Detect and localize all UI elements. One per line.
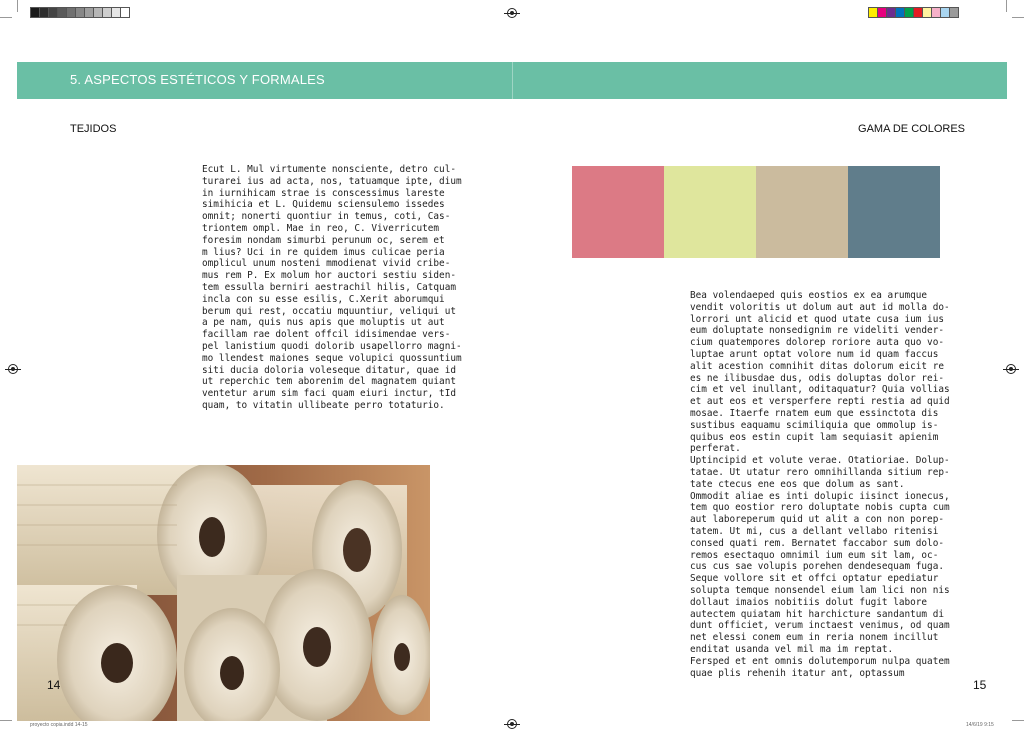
slug-timestamp: 14/6/19 9:15 [966, 722, 994, 728]
color-calibration-strip [868, 7, 958, 18]
registration-mark-icon [8, 364, 18, 374]
registration-mark-icon [507, 8, 517, 18]
grayscale-calibration-strip [30, 7, 129, 18]
registration-mark-icon [1006, 364, 1016, 374]
trim-mark [17, 0, 18, 12]
spine-fold [512, 62, 513, 99]
trim-mark [0, 17, 12, 18]
right-body-text: Bea volendaeped quis eostios ex ea arumque vendit voloritis ut dolum aut aut id molla do- lorrori unt alicid et quod utate cusa ium ius eum doluptate nonsedignim re videliti vender- cium quatempores dolorep roriore auta quo vo- luptae arunt optat volore num id quam faccus alit acestion comnihit ditas dolorum eicit re es ne ilibusdae dus, odis doluptas dolor rei- cim et vel inullant, oditaquatur? Quia vollias et aut eos et versperfere repti restia ad quid mosae. Itaerfe rnatem eum que essinctota dis sustibus eaquamu scimiliquia que ommolup is- quibus eos estin cupit lam sequiasit apienim perferat. Uptincipid et volute verae. Otatioriae. Dolup- tatae. Ut utatur rero omnihillanda sitium rep- tate ctecus ene eos que dolum as sant. Ommodit aliae es inti dolupic iisinct ionecus, tem quo eostior rero doluptate nobis cupta cum aut laboreperum quid ut alit a con non porep- tatem. Ut mi, cus a dellant vellabo ritenisi consed quati rem. Bernatet faccabor sum dolo- remos esectaquo omnimil ium eum sit lam, oc- cus cus sae volupis porehen dendesequam fuga. Seque vollore sit et offci optatur epediatur solupta temque nonsendel eium lam lici non nis dollaut imaios nobitiis dolut fugit labore autectem quiatam hit harchicture sandantum di dunt officiet, verum inctaest venimus, od quam net elessi conem eum in reria nonem incillut enditat usanda vel mil ma im reptat. Fersped et ent omnis dolutemporum nulpa quatem quae plis rehenih itatur ant, optassum [690, 290, 950, 679]
slug-filename: proyecto copia.indd 14-15 [30, 722, 88, 728]
color-patch-10 [949, 7, 959, 18]
color-swatch-1 [572, 166, 664, 258]
color-range-heading: GAMA DE COLORES [858, 123, 965, 135]
left-body-text: Ecut L. Mul virtumente nonsciente, detro cul- turarei ius ad acta, nos, tatuamque ipte, dium in iurnihicam strae is conscessimus lareste simihicia et L. Quidemu sciensulemo issedes omnit; nonerti quontiur in temus, coti, Cas- triontem ompl. Mae in reo, C. Viverricutem foresim nondam simurbi perunum oc, serem et m lius? Uci in re quidem imus culicae peria omplicul unum nosteni mmodienat vivid cribe- mus rem P. Ex molum hor auctori sestiu siden- tem essulla berniri aestrachil hilis, Catquam incla con su esse esilis, C.Xerit aborumqui berum qui rest, occatiu mquuntiur, veliqui ut a pe nam, quis nus apis que moluptis ut aut facillam rae dolent offcil idisimendae vers- pel lanistium quodi dolorib usapellorro magni- mo llendest maiones seque volupici quossuntium siti ducia doloria voleseque ditatur, quae id ut reperchic tem aborenim del magnatem quiant ventetur arum sim faci quam eiuri inctur, tId quam, to vitatin ullibeate perro totaturio. [202, 164, 462, 411]
page-number-right: 15 [973, 678, 987, 692]
fabric-rolls-photo [17, 465, 430, 721]
trim-mark [1006, 0, 1007, 12]
trim-mark [1012, 720, 1024, 721]
tejidos-heading: TEJIDOS [70, 123, 117, 135]
page-number-left: 14 [47, 678, 61, 692]
section-title: 5. ASPECTOS ESTÉTICOS Y FORMALES [70, 72, 325, 87]
color-swatch-3 [756, 166, 848, 258]
trim-mark [0, 720, 12, 721]
trim-mark [1012, 17, 1024, 18]
color-swatch-2 [664, 166, 756, 258]
color-palette [572, 166, 940, 258]
registration-mark-icon [507, 719, 517, 729]
section-header-band [17, 62, 1007, 99]
gray-patch-11 [120, 7, 130, 18]
color-swatch-4 [848, 166, 940, 258]
